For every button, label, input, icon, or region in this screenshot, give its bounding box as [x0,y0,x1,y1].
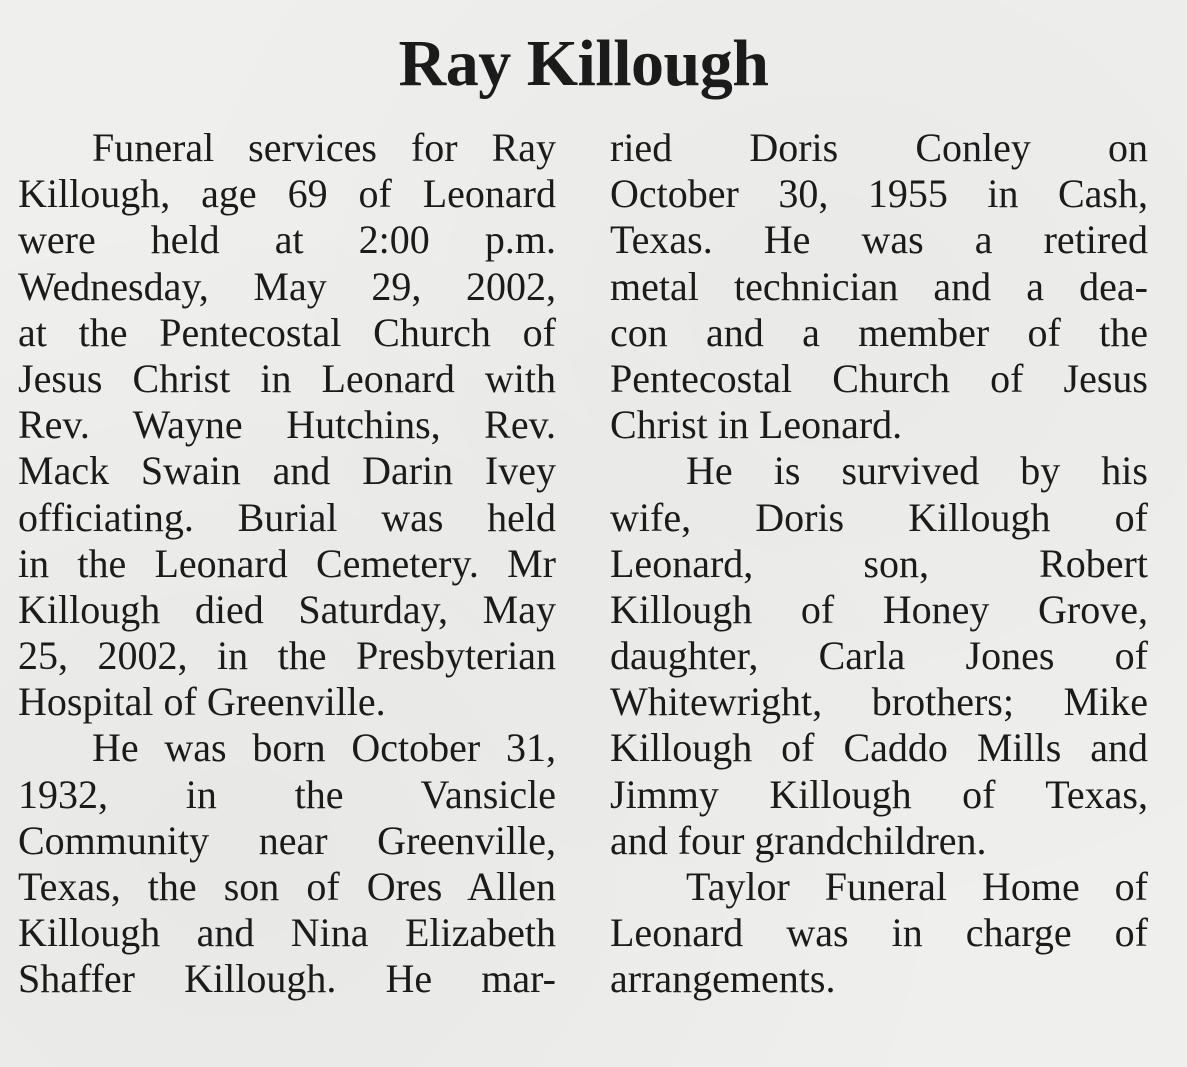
text-line: He was born October 31, [92,725,556,771]
text-line: Pentecostal Church of Jesus [610,355,1148,401]
text-line: Community near Greenville, [18,817,556,863]
text-line: Texas, the son of Ores Allen [18,864,556,909]
text-line: ried Doris Conley on [610,125,1148,170]
text-line: Rev. Wayne Hutchins, Rev. [18,402,556,448]
right-text-column [610,125,1148,1003]
text-line: Funeral services for Ray [92,125,556,170]
text-line: wife, Doris Killough of [610,494,1148,540]
text-line: officiating. Burial was held [18,494,556,540]
text-line: daughter, Carla Jones of [610,633,1148,679]
text-line: Jesus Christ in Leonard with [18,355,556,401]
text-line: in the Leonard Cemetery. Mr [18,540,556,586]
text-line: arrangements. [610,956,836,1002]
text-line: Mack Swain and Darin Ivey [18,448,556,494]
text-line: were held at 2:00 p.m. [18,217,556,263]
text-line: Killough of Honey Grove, [610,586,1148,632]
obituary-headline: Ray Killough [398,27,769,100]
text-line: Texas. He was a retired [610,217,1148,263]
text-line: metal technician and a dea- [610,263,1148,309]
text-line: Leonard was in charge of [610,910,1148,956]
text-line: Hospital of Greenville. [18,679,386,725]
text-line: Wednesday, May 29, 2002, [18,263,556,309]
left-text-column [18,125,556,1003]
text-line: and four grandchildren. [610,817,987,863]
text-line: at the Pentecostal Church of [18,309,556,355]
text-line: Killough and Nina Elizabeth [18,910,556,956]
text-line: Taylor Funeral Home of [686,864,1148,909]
text-line: Shaffer Killough. He mar- [18,956,556,1002]
text-line: October 30, 1955 in Cash, [610,171,1148,217]
text-line: con and a member of the [610,309,1148,355]
text-line: Killough, age 69 of Leonard [18,171,556,217]
text-line: Jimmy Killough of Texas, [610,771,1148,817]
text-line: Killough of Caddo Mills and [610,725,1148,771]
text-line: He is survived by his [686,448,1148,494]
text-line: 1932, in the Vansicle [18,771,556,817]
text-line: Leonard, son, Robert [610,540,1148,586]
text-line: 25, 2002, in the Presbyterian [18,633,556,679]
text-line: Christ in Leonard. [610,402,903,448]
text-line: Whitewright, brothers; Mike [610,679,1148,725]
text-line: Killough died Saturday, May [18,586,556,632]
